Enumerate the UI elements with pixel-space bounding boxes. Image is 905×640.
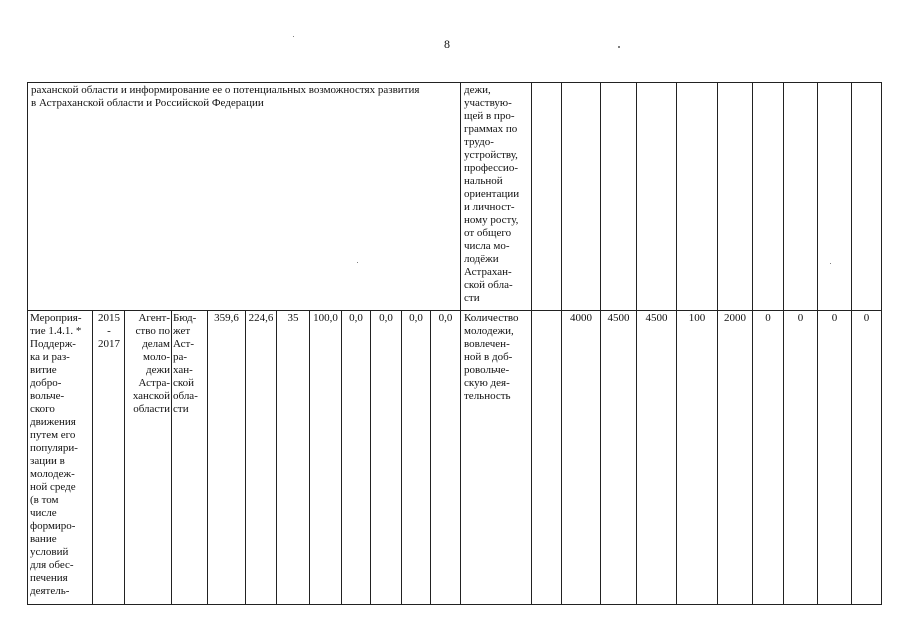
target-value: 4500 <box>645 312 668 324</box>
funding-value: 0,0 <box>349 312 363 324</box>
funding-value: 224,6 <box>248 312 274 324</box>
target-value: 2000 <box>724 312 746 324</box>
column-border <box>124 310 125 605</box>
target-value: 0 <box>797 312 804 324</box>
column-border <box>531 82 532 605</box>
continued-objective-text: раханской области и информирование ее о потенциальных возможностях развития в Астраханской области и Российской Федерации <box>31 84 420 109</box>
column-border <box>171 310 172 605</box>
column-border <box>460 82 461 605</box>
target-value: 4000 <box>570 312 592 324</box>
column-border <box>370 310 371 605</box>
target-value: 0 <box>765 312 771 324</box>
column-border <box>430 310 431 605</box>
measure-executor: Агент- ство по делам моло- дежи Астра- ханской области <box>132 312 170 415</box>
column-border <box>636 82 637 605</box>
funding-value: 359,6 <box>214 312 239 324</box>
column-border <box>276 310 277 605</box>
funding-value: 0,0 <box>379 312 393 324</box>
table-bottom-border <box>27 604 882 605</box>
column-border <box>783 82 784 605</box>
column-border <box>207 310 208 605</box>
continued-indicator-text: дежи, участвую- щей в про- граммах по трудо- устройству, профессио- нальной ориентации и личност- ному росту, от общего числа мо- лодёжи Астрахан- ской обла- сти <box>464 84 520 304</box>
column-border <box>245 310 246 605</box>
column-border <box>676 82 677 605</box>
column-border <box>92 310 93 605</box>
target-value: 4500 <box>607 312 630 324</box>
column-border <box>341 310 342 605</box>
measure-years: 2015 - 2017 <box>98 312 120 350</box>
page-number: 8 <box>444 37 450 51</box>
table-right-border <box>881 82 882 605</box>
table-row-border <box>27 310 882 311</box>
funding-value: 0,0 <box>409 312 423 324</box>
table-top-border <box>27 82 882 83</box>
column-border <box>309 310 310 605</box>
column-border <box>600 82 601 605</box>
funding-value: 35 <box>287 312 299 324</box>
column-border <box>401 310 402 605</box>
table-left-border <box>27 82 28 605</box>
target-value: 0 <box>831 312 838 324</box>
measure-name: Мероприя- тие 1.4.1. * Поддерж- ка и раз- витие добро- вольче- ского движения путем его популяри- зации в молодеж- ной среде (в том числе формиро- вание условий для обес- печения деятель- <box>30 312 82 597</box>
funding-value: 100,0 <box>313 312 338 324</box>
column-border <box>752 82 753 605</box>
column-border <box>851 82 852 605</box>
column-border <box>717 82 718 605</box>
funding-value: 0,0 <box>438 312 453 324</box>
target-value: 100 <box>688 312 706 324</box>
column-border <box>817 82 818 605</box>
indicator-name: Количество молодежи, вовлечен- ной в доб- ровольче- скую дея- тельность <box>464 312 519 402</box>
column-border <box>561 82 562 605</box>
target-value: 0 <box>863 312 870 324</box>
funding-source: Бюд- жет Аст- ра- хан- ской обла- сти <box>173 312 198 415</box>
